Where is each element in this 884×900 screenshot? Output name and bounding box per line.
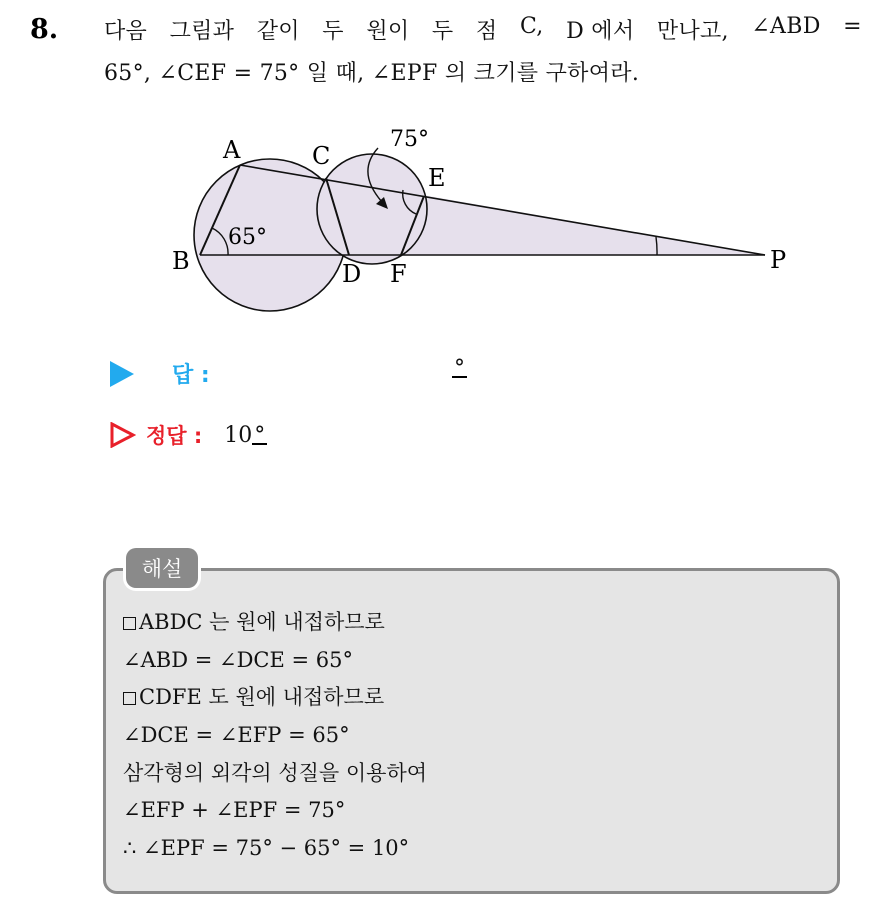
geometry-figure <box>160 110 800 320</box>
solution-line: 삼각형의 외각의 성질을 이용하여 <box>123 760 428 785</box>
solution-line: ∴ ∠EPF = 75° − 65° = 10° <box>123 836 410 861</box>
q-word: 만나고, <box>656 19 729 44</box>
q-word: 두 <box>322 19 344 44</box>
question-line-2: 65°, ∠CEF = 75° 일 때, ∠EPF 의 크기를 구하여라. <box>104 61 640 86</box>
q-word: 같이 <box>256 19 300 44</box>
q-word: 그림과 <box>169 19 235 44</box>
correct-answer-row <box>110 420 267 450</box>
correct-answer-degree: ° <box>254 422 266 448</box>
circle-right <box>317 154 427 264</box>
point-label-B: B <box>172 247 190 275</box>
q-word: D 에서 <box>566 19 635 44</box>
square-symbol-icon <box>123 617 136 630</box>
square-symbol-icon <box>123 692 136 705</box>
q-word: ∠ABD <box>751 14 821 39</box>
point-label-E: E <box>428 164 446 192</box>
question-number: 8. <box>30 14 59 45</box>
solution-line: ∠ABD = ∠DCE = 65° <box>123 647 353 672</box>
solution-line: CDFE 도 원에 내접하므로 <box>123 679 427 717</box>
answer-blank[interactable]: ° <box>454 356 465 381</box>
correct-answer-number: 10 <box>224 422 253 448</box>
q-word: 다음 <box>104 19 148 44</box>
point-label-F: F <box>390 260 407 288</box>
question-line-1 <box>104 14 862 45</box>
solution-line: ABDC 는 원에 내접하므로 <box>123 604 427 642</box>
answer-triangle-icon <box>110 361 134 387</box>
solution-tag: 해설 <box>126 548 198 588</box>
point-label-A: A <box>223 136 241 164</box>
outline-triangle-icon <box>110 422 136 448</box>
q-word: 원이 <box>366 19 410 44</box>
correct-answer-label: 정답 : <box>146 424 203 448</box>
q-word: 두 <box>431 19 454 44</box>
solution-line: ∠DCE = ∠EFP = 65° <box>123 723 350 748</box>
angle-label-65: 65° <box>228 225 267 250</box>
correct-answer-value <box>224 423 267 448</box>
answer-label: 답 : <box>172 363 210 388</box>
point-label-D: D <box>342 260 362 288</box>
q-word: 점 <box>475 19 498 44</box>
q-word: C, <box>519 14 544 39</box>
solution-line: ∠EFP + ∠EPF = 75° <box>123 798 346 823</box>
answer-row <box>110 358 210 389</box>
q-word: = <box>843 14 862 39</box>
solution-lines <box>123 604 427 868</box>
point-label-P: P <box>770 246 787 274</box>
angle-label-75: 75° <box>390 127 429 152</box>
point-label-C: C <box>312 142 331 170</box>
